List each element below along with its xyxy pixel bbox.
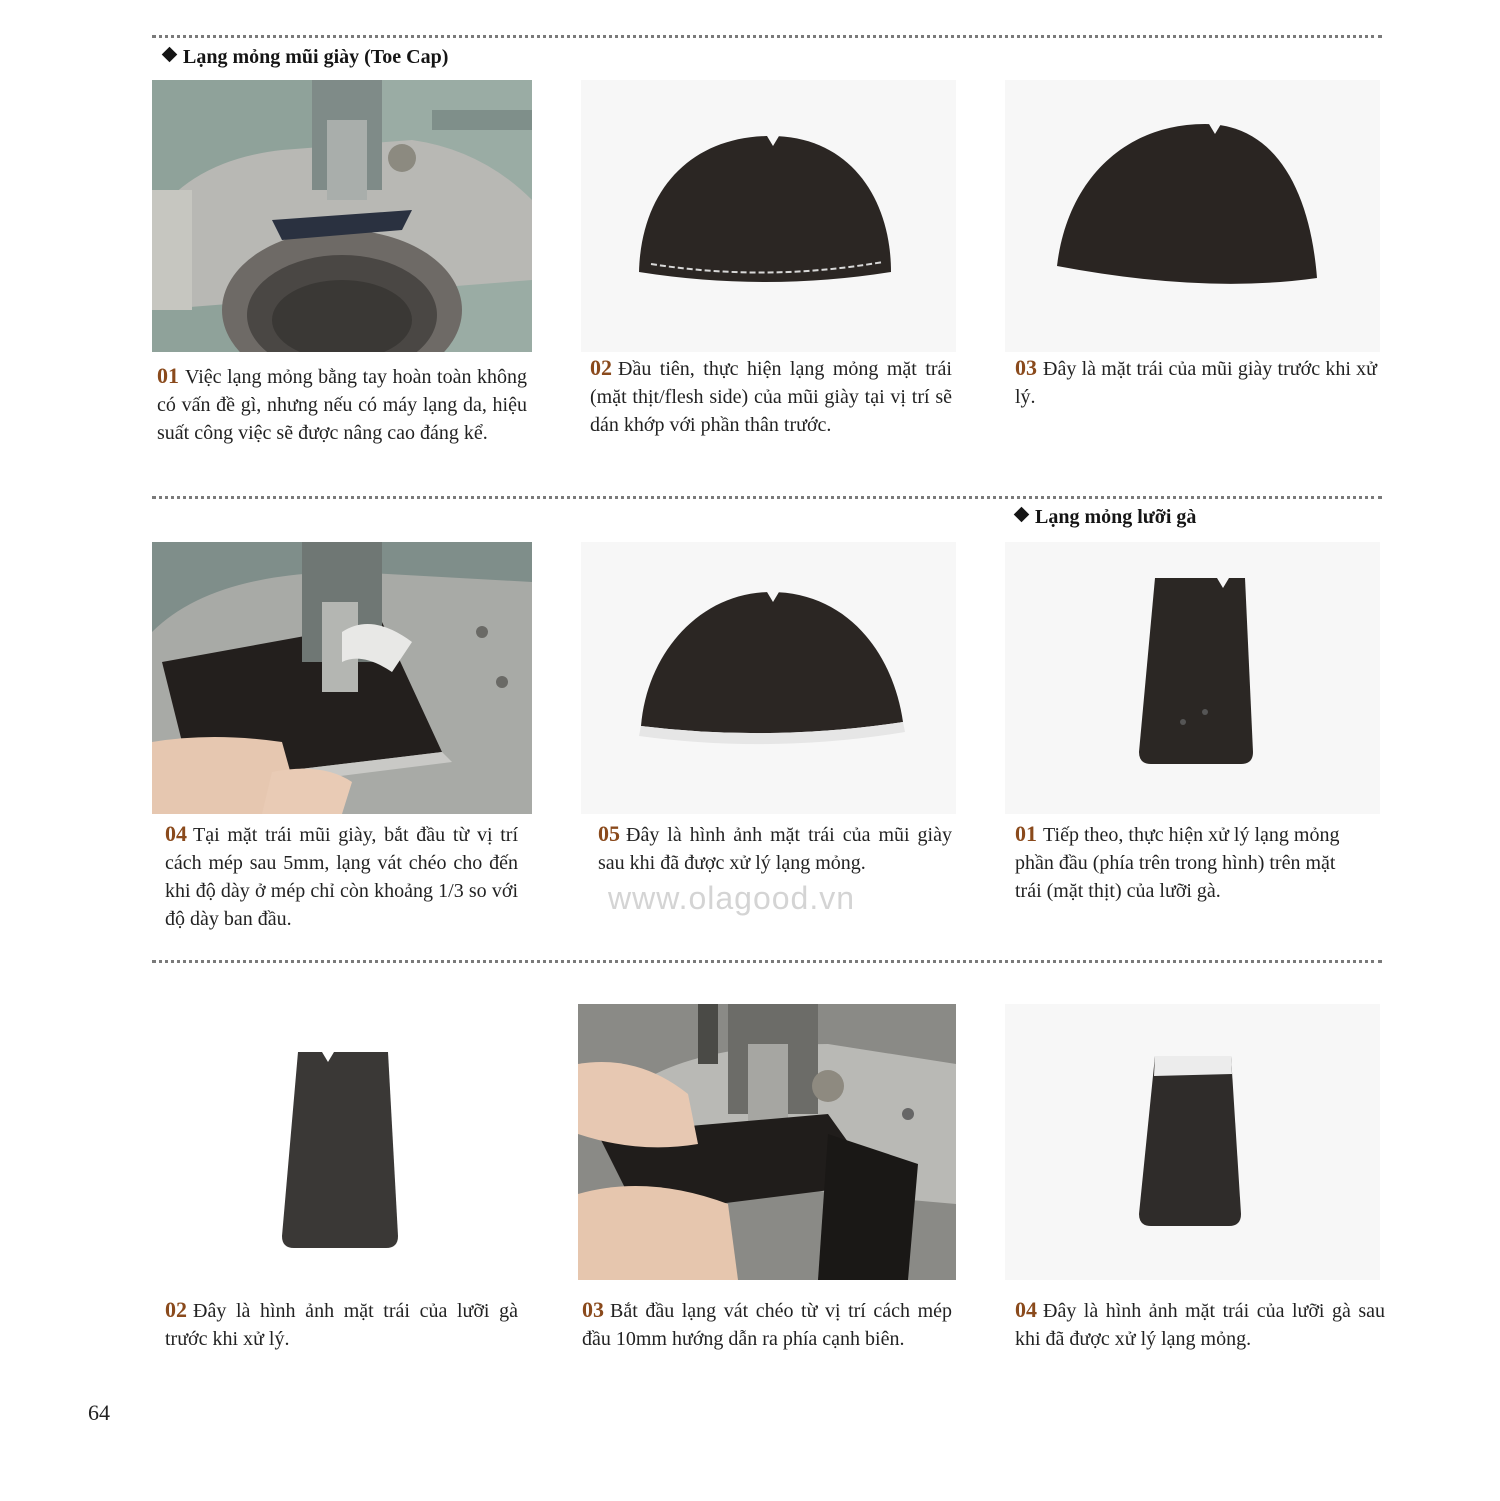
step-text: Đây là mặt trái của mũi giày trước khi xử lý. (1015, 358, 1377, 408)
step-number: 04 (1015, 1297, 1037, 1322)
step-text: Tại mặt trái mũi giày, bắt đầu từ vị trí cách mép sau 5mm, lạng vát chéo cho đến khi độ dày ở mép chỉ còn khoảng 1/3 so với độ dày ban đầu. (165, 824, 518, 930)
step-text: Đây là hình ảnh mặt trái của lưỡi gà sau khi đã được xử lý lạng mỏng. (1015, 1300, 1385, 1350)
step-number: 05 (598, 821, 620, 846)
caption-tongue-step-01 (1015, 820, 1360, 905)
photo-toe-cap-before (1005, 80, 1380, 352)
caption-tongue-step-02 (165, 1296, 518, 1353)
step-number: 03 (582, 1297, 604, 1322)
diamond-bullet-icon (162, 47, 178, 63)
step-number: 04 (165, 821, 187, 846)
photo-toe-cap-after (581, 542, 956, 814)
section-title-text: Lạng mỏng lưỡi gà (1035, 506, 1197, 528)
step-number: 01 (157, 363, 179, 388)
caption-step-04 (165, 820, 518, 933)
caption-step-01 (157, 362, 527, 447)
caption-tongue-step-04 (1015, 1296, 1385, 1353)
step-text: Đây là hình ảnh mặt trái của mũi giày sau khi đã được xử lý lạng mỏng. (598, 824, 952, 874)
step-text: Đây là hình ảnh mặt trái của lưỡi gà trước khi xử lý. (165, 1300, 518, 1350)
step-number: 02 (165, 1297, 187, 1322)
page-number: 64 (88, 1400, 110, 1425)
photo-skiving-tongue-machine (578, 1004, 956, 1280)
caption-step-02 (590, 354, 952, 439)
diamond-bullet-icon (1014, 507, 1030, 523)
photo-tongue-after (1005, 1004, 1380, 1280)
photo-skiving-toe-cap-machine (152, 542, 532, 814)
section-title-text: Lạng mỏng mũi giày (Toe Cap) (183, 46, 449, 68)
step-text: Tiếp theo, thực hiện xử lý lạng mỏng phần đầu (phía trên trong hình) trên mặt trái (mặt thịt) của lưỡi gà. (1015, 824, 1340, 902)
photo-toe-cap-marked-line (581, 80, 956, 352)
step-number: 02 (590, 355, 612, 380)
caption-step-05 (598, 820, 952, 877)
step-text: Bắt đầu lạng vát chéo từ vị trí cách mép đầu 10mm hướng dẫn ra phía cạnh biên. (582, 1300, 952, 1350)
caption-tongue-step-03 (582, 1296, 952, 1353)
watermark: www.olagood.vn (608, 880, 856, 916)
separator-row2 (152, 960, 1382, 963)
step-text: Đầu tiên, thực hiện lạng mỏng mặt trái (mặt thịt/flesh side) của mũi giày tại vị trí sẽ dán khớp với phần thân trước. (590, 358, 952, 436)
section-title-toe-cap (160, 46, 448, 69)
photo-tongue-before (152, 1004, 532, 1280)
section-title-tongue (1012, 506, 1196, 529)
step-number: 03 (1015, 355, 1037, 380)
photo-skiving-machine-toe-cap (152, 80, 532, 352)
photo-tongue-before-marked (1005, 542, 1380, 814)
step-number: 01 (1015, 821, 1037, 846)
separator-row1 (152, 496, 1382, 499)
caption-step-03 (1015, 354, 1377, 411)
step-text: Việc lạng mỏng bằng tay hoàn toàn không có vấn đề gì, nhưng nếu có máy lạng da, hiệu suất công việc sẽ được nâng cao đáng kể. (157, 366, 527, 444)
separator-top (152, 35, 1382, 38)
